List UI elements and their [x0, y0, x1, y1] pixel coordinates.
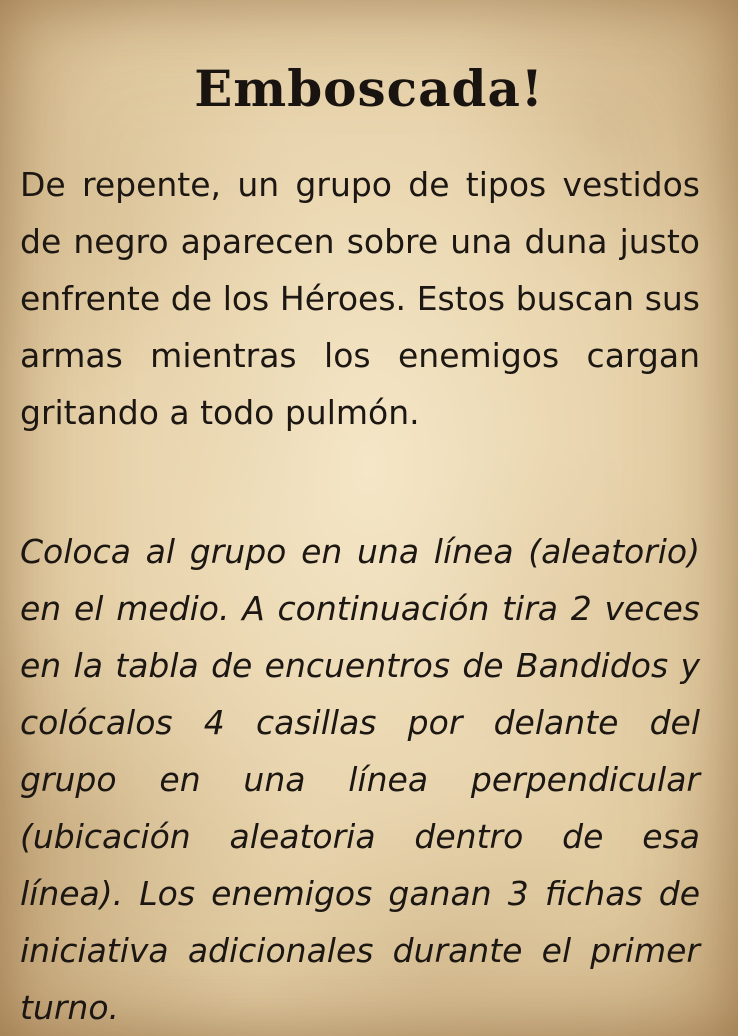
narrative-text: De repente, un grupo de tipos vestidos de negro aparecen sobre una duna justo enfrente de los Héroes. Estos buscan sus armas mientras los enemigos cargan gritando a todo pulmón.: [20, 165, 700, 432]
instructions-text: Coloca al grupo en una línea (aleatorio) en el medio. A continuación tira 2 veces en la tabla de encuentros de Bandidos y colócalos 4 casillas por delante del grupo en una línea perpendicular (ubicación aleatoria dentro de esa línea). Los enemigos ganan 3 fichas de iniciativa adicionales durante el primer turno.: [20, 532, 700, 1027]
card-title: Emboscada!: [194, 59, 544, 118]
